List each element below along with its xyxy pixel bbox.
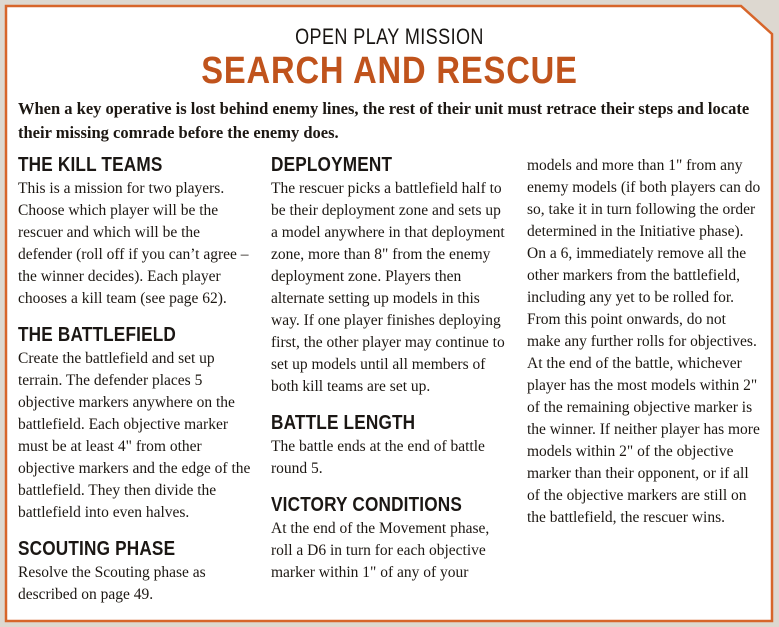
deployment-heading: DEPLOYMENT xyxy=(271,154,393,176)
deployment-body: The rescuer picks a battlefield half to be their deployment zone and sets up a model anywhere in that deployment zone, more than 8" from the enemy deployment zone. Players then alternate setting up models in this way. If one player finishes deploying first, the other player may continue to set up models until all members of both kill teams are set up. xyxy=(271,180,505,395)
victory-body-continued: models and more than 1" from any enemy models (if both players can do so, take it in turn following the order determined in the Initiative phase). On a 6, immediately remove all the other markers from the battlefield, including any yet to be rolled for. From this point onwards, do not make any further rolls for objectives. At the end of the battle, whichever player has the most models within 2" of the remaining objective marker is the winner. If neither player has more models within 2" of the objective marker than their opponent, or if all of the objective markers are still on the battlefield, the rescuer wins. xyxy=(527,157,761,526)
column-1 xyxy=(18,152,254,606)
scouting-body: Resolve the Scouting phase as described on page 49. xyxy=(18,564,206,603)
battlefield-heading: THE BATTLEFIELD xyxy=(18,324,177,346)
column-2 xyxy=(271,152,511,584)
mission-title: SEARCH AND RESCUE xyxy=(201,50,578,92)
mission-type: OPEN PLAY MISSION xyxy=(295,24,484,49)
mission-header xyxy=(0,24,779,92)
battle-length-heading: BATTLE LENGTH xyxy=(271,412,416,434)
battle-length-body: The battle ends at the end of battle round 5. xyxy=(271,438,485,477)
kill-teams-heading: THE KILL TEAMS xyxy=(18,154,163,176)
victory-body: At the end of the Movement phase, roll a D6 in turn for each objective marker within 1" of any of your xyxy=(271,520,490,581)
kill-teams-body: This is a mission for two players. Choose which player will be the rescuer and which will be the defender (roll off if you can’t agree – the winner decides). Each player chooses a kill team (see page 62). xyxy=(18,180,249,307)
intro-text: When a key operative is lost behind enemy lines, the rest of their unit must retrace their steps and locate their missing comrade before the enemy does. xyxy=(18,99,750,142)
scouting-heading: SCOUTING PHASE xyxy=(18,538,176,560)
battlefield-body: Create the battlefield and set up terrain. The defender places 5 objective markers anywhere on the battlefield. Each objective marker must be at least 4" from other objective markers and the edge of the battlefield. They then divide the battlefield into even halves. xyxy=(18,350,251,521)
victory-heading: VICTORY CONDITIONS xyxy=(271,494,463,516)
column-3 xyxy=(527,155,763,529)
